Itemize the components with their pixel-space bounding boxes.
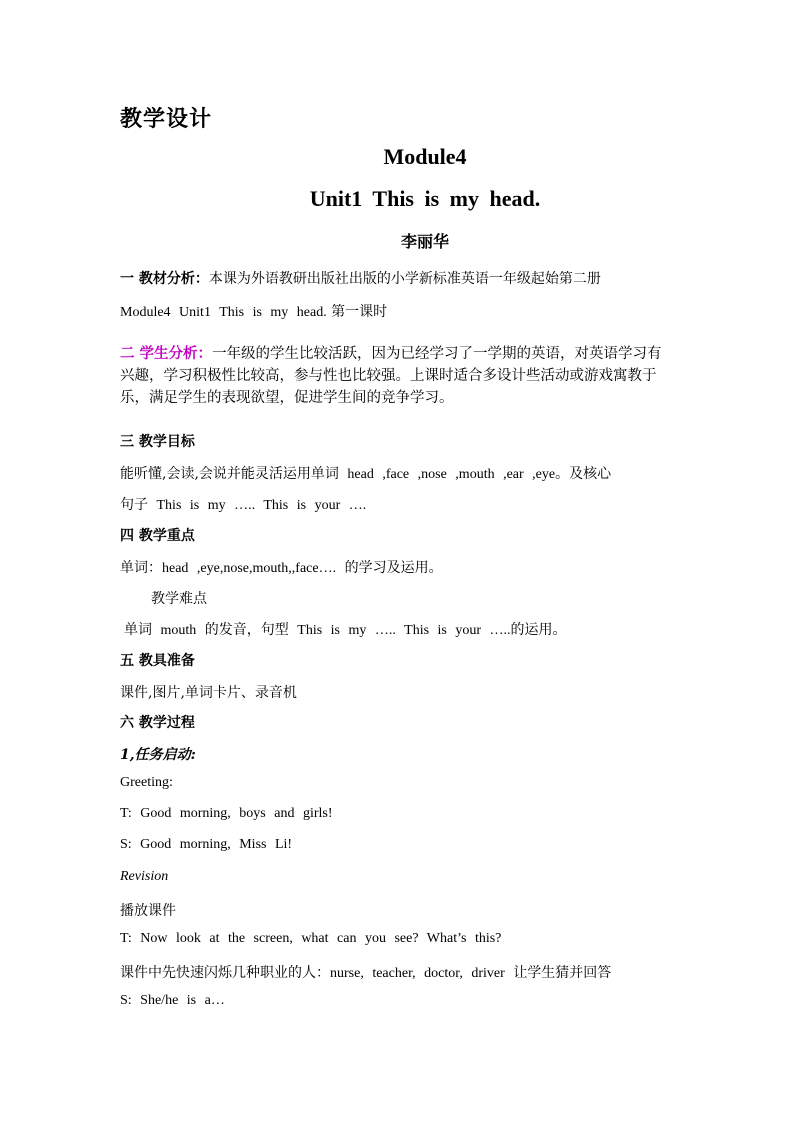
teacher-greeting: T: Good morning, boys and girls!	[120, 806, 333, 821]
section-4-difficulty-line	[124, 619, 567, 639]
section-1-heading: 一 教材分析：	[120, 271, 209, 287]
section-3-words: head ,face ,nose ,mouth ,ear ,eye	[338, 467, 556, 482]
section-4-words-label: 单词：	[120, 560, 162, 576]
section-5-heading: 五 教具准备	[120, 653, 195, 669]
section-2-heading: 二 学生分析：	[120, 345, 213, 362]
step-1-heading: 1,任务启动:	[120, 747, 196, 763]
section-3-tail: 。及核心	[555, 466, 612, 482]
section-4-words-tail: 的学习及运用。	[344, 560, 443, 576]
student-answer: S: She/he is a…	[120, 993, 225, 1008]
section-3-sentence-label: 句子	[120, 497, 148, 513]
difficulty-word-label: 单词	[124, 622, 152, 638]
section-1-line2	[120, 301, 387, 321]
section-1-line	[120, 268, 601, 288]
greeting-label: Greeting:	[120, 775, 173, 790]
section-1-module-ref: Module4 Unit1 This is my head.	[120, 305, 327, 320]
module-title: Module4	[383, 144, 467, 169]
section-3-line2	[120, 494, 366, 514]
section-3-intro: 能听懂,会读,会说并能灵活运用单词	[120, 466, 339, 482]
student-greeting: S: Good morning, Miss Li!	[120, 837, 293, 852]
play-courseware: 播放课件	[120, 903, 176, 919]
section-4-words: head ,eye,nose,mouth,,face….	[162, 561, 345, 576]
section-2-paragraph	[120, 343, 676, 409]
section-2-text: 一年级的学生比较活跃，因为已经学习了一学期的英语，对英语学习有兴趣，学习积极性比较高，参与性也比较强。上课时适合多设计些活动或游戏寓教于乐，满足学生的表现欲望，促进学生间的竞争学习。	[120, 346, 662, 406]
document-title: 教学设计	[120, 107, 213, 132]
section-4-difficulty-heading: 教学难点	[151, 591, 207, 607]
difficulty-pattern-label: 的发音，句型	[204, 622, 289, 638]
section-4-words-line	[120, 557, 443, 577]
section-1-text: 本课为外语教研出版社出版的小学新标准英语一年级起始第二册	[208, 271, 601, 287]
section-3-line1	[120, 463, 611, 483]
teacher-question: T: Now look at the screen, what can you see? What’s this?	[120, 931, 502, 946]
courseware-intro: 课件中先快速闪烁几种职业的人：	[120, 965, 330, 981]
section-3-sentences: This is my ….. This is your ….	[148, 498, 367, 513]
section-4-heading: 四 教学重点	[120, 528, 195, 544]
revision-label: Revision	[120, 869, 169, 884]
section-3-heading: 三 教学目标	[120, 434, 195, 450]
courseware-line	[120, 962, 611, 982]
section-5-text: 课件,图片,单词卡片、录音机	[120, 685, 297, 701]
difficulty-word: mouth	[152, 623, 205, 638]
difficulty-patterns: This is my ….. This is your …..	[288, 623, 511, 638]
courseware-tail: 让学生猜并回答	[513, 965, 612, 981]
section-6-heading: 六 教学过程	[120, 715, 195, 731]
difficulty-tail: 的运用。	[510, 622, 567, 638]
section-1-lesson: 第一课时	[326, 304, 388, 320]
unit-title: Unit1 This is my head.	[309, 186, 541, 211]
author-name: 李丽华	[400, 232, 449, 251]
occupation-list: nurse, teacher, doctor, driver	[330, 966, 514, 981]
